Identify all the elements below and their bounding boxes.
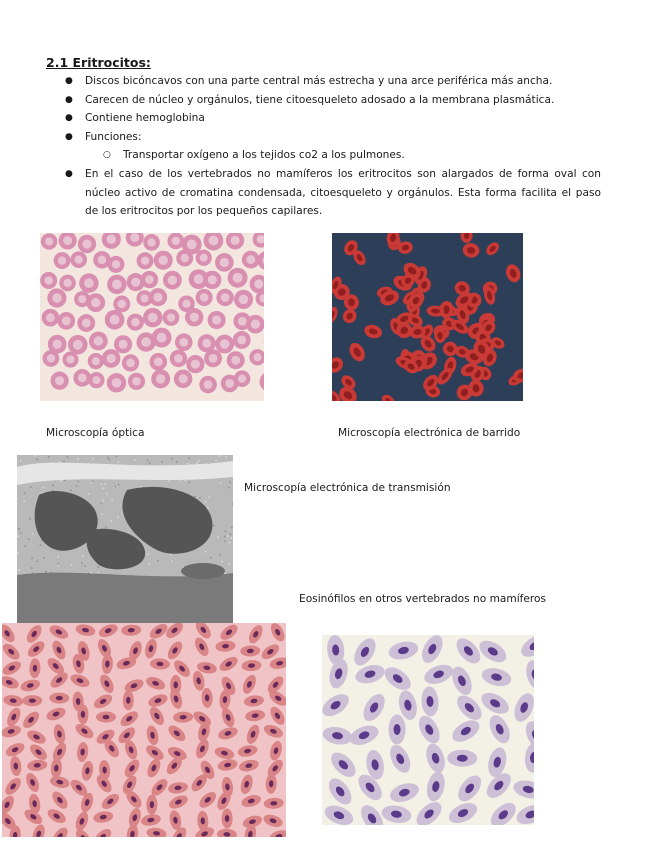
amphibian-blood-smear-image — [322, 635, 534, 825]
bullet-icon: ● — [65, 94, 73, 105]
bird-blood-smear-image — [2, 623, 286, 837]
list-item: ● Contiene hemoglobina — [65, 109, 601, 128]
bullet-icon: ● — [65, 131, 73, 142]
caption-eosinophils: Eosinófilos en otros vertebrados no mamíferos — [299, 593, 547, 605]
section-heading: 2.1 Eritrocitos: — [46, 55, 151, 70]
bullet-icon: ● — [65, 113, 73, 124]
tem-image — [17, 455, 233, 623]
optical-microscopy-image — [40, 233, 264, 401]
sem-image — [332, 233, 523, 401]
list-item: ● En el caso de los vertebrados no mamíferos los eritrocitos son alargados de forma oval con núcleo activo de cromatina condensada, citoesqueleto y orgánulos. Esta forma facilita el paso de los eritrocitos por los pequeños capilares. — [65, 165, 601, 221]
list-item: ● Discos bicóncavos con una parte central más estrecha y una arce periférica más ancha. — [65, 72, 601, 91]
list-item: ● Carecen de núcleo y orgánulos, tiene citoesqueleto adosado a la membrana plasmática. — [65, 91, 601, 110]
caption-optical: Microscopía óptica — [46, 427, 145, 439]
caption-tem: Microscopía electrónica de transmisión — [244, 482, 451, 494]
bullet-icon: ● — [65, 76, 73, 86]
caption-sem: Microscopía electrónica de barrido — [338, 427, 521, 439]
bullet-icon: ● — [65, 168, 73, 179]
bullet-list — [65, 72, 601, 221]
list-item: ● Funciones: — [65, 128, 601, 147]
sub-list-item: ○ Transportar oxígeno a los tejidos co2 a los pulmones. — [65, 146, 601, 165]
hollow-bullet-icon: ○ — [103, 150, 111, 161]
